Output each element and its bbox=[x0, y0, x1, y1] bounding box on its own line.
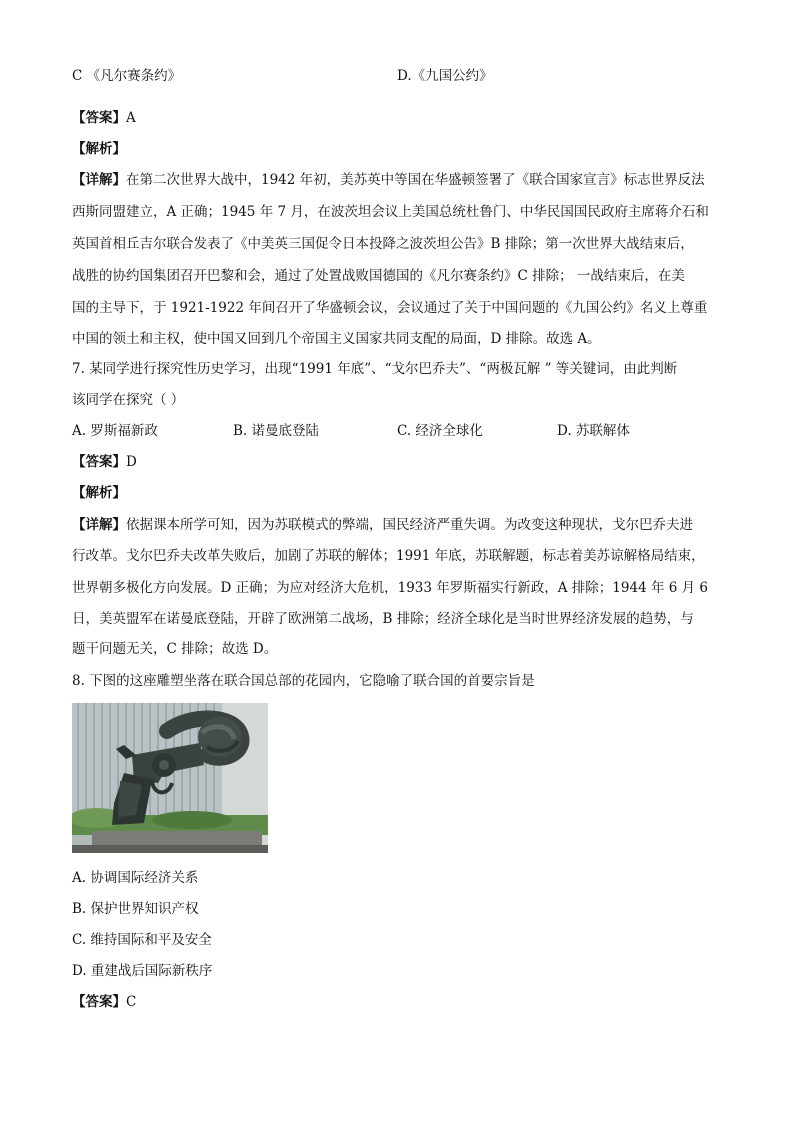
q7-option-d: D. 苏联解体 bbox=[557, 423, 630, 439]
q7-detail-line: 题干问题无关，C 排除；故选 D。 bbox=[72, 641, 278, 657]
q7-analysis-tag: 【解析】 bbox=[72, 485, 126, 501]
answer-tag: 【答案】 bbox=[72, 110, 126, 126]
q8-option-d: D. 重建战后国际新秩序 bbox=[72, 963, 213, 979]
q6-detail-line: 战胜的协约国集团召开巴黎和会，通过了处置战败国德国的《凡尔赛条约》C 排除； 一战结束后，在美 bbox=[72, 268, 685, 284]
q6-option-d: D.《九国公约》 bbox=[397, 68, 493, 84]
knotted-gun-sculpture-photo bbox=[72, 703, 268, 853]
q7-detail-line: 行改革。戈尔巴乔夫改革失败后，加剧了苏联的解体；1991 年底，苏联解题，标志着美苏谅解格局结束， bbox=[72, 548, 705, 564]
q6-analysis-tag: 【解析】 bbox=[72, 141, 126, 157]
q6-detail-line: 【详解】在第二次世界大战中，1942 年初，美苏英中等国在华盛顿签署了《联合国家宣言》标志世界反法 bbox=[72, 172, 705, 188]
q6-detail-line: 国的主导下，于 1921-1922 年间召开了华盛顿会议，会议通过了关于中国问题的《九国公约》名义上尊重 bbox=[72, 300, 708, 316]
q8-stem: 8. 下图的这座雕塑坐落在联合国总部的花园内，它隐喻了联合国的首要宗旨是 bbox=[72, 673, 535, 689]
answer-tag: 【答案】 bbox=[72, 454, 126, 470]
q6-detail-line: 西斯同盟建立，A 正确；1945 年 7 月，在波茨坦会议上美国总统杜鲁门、中华民国国民政府主席蒋介石和 bbox=[72, 204, 709, 220]
q6-answer-line bbox=[72, 108, 136, 128]
q7-detail-line: 世界朝多极化方向发展。D 正确；为应对经济大危机，1933 年罗斯福实行新政，A 排除；1944 年 6 月 6 bbox=[72, 580, 709, 596]
detail-tag: 【详解】 bbox=[72, 517, 126, 533]
q7-stem-line: 该同学在探究（ ） bbox=[72, 392, 185, 408]
q7-option-c: C. 经济全球化 bbox=[397, 423, 483, 439]
q7-detail-line: 日，美英盟军在诺曼底登陆，开辟了欧洲第二战场，B 排除；经济全球化是当时世界经济发展的趋势，与 bbox=[72, 611, 694, 627]
q7-stem-line: 7. 某同学进行探究性历史学习，出现“1991 年底”、“戈尔巴乔夫”、“两极瓦解 ” 等关键词，由此判断 bbox=[72, 361, 678, 377]
q6-answer: A bbox=[126, 110, 136, 126]
q7-option-b: B. 诺曼底登陆 bbox=[233, 423, 320, 439]
q7-detail-line: 【详解】依据课本所学可知，因为苏联模式的弊端，国民经济严重失调。为改变这种现状，戈尔巴乔夫进 bbox=[72, 517, 693, 533]
q8-answer: C bbox=[126, 994, 137, 1010]
q7-answer-line bbox=[72, 452, 137, 472]
q8-option-b: B. 保护世界知识产权 bbox=[72, 901, 199, 917]
detail-tag: 【详解】 bbox=[72, 172, 126, 188]
q7-answer: D bbox=[126, 454, 137, 470]
answer-tag: 【答案】 bbox=[72, 994, 126, 1010]
q6-detail-line: 中国的领土和主权，使中国又回到几个帝国主义国家共同支配的局面，D 排除。故选 A。 bbox=[72, 331, 601, 347]
q8-option-a: A. 协调国际经济关系 bbox=[72, 870, 199, 886]
q6-option-c: C 《凡尔赛条约》 bbox=[72, 68, 182, 84]
q6-detail-line: 英国首相丘吉尔联合发表了《中美英三国促令日本投降之波茨坦公告》B 排除；第一次世界大战结束后， bbox=[72, 236, 694, 252]
q8-option-c: C. 维持国际和平及安全 bbox=[72, 932, 212, 948]
q7-option-a: A. 罗斯福新政 bbox=[72, 423, 158, 439]
q8-answer-line bbox=[72, 992, 136, 1012]
